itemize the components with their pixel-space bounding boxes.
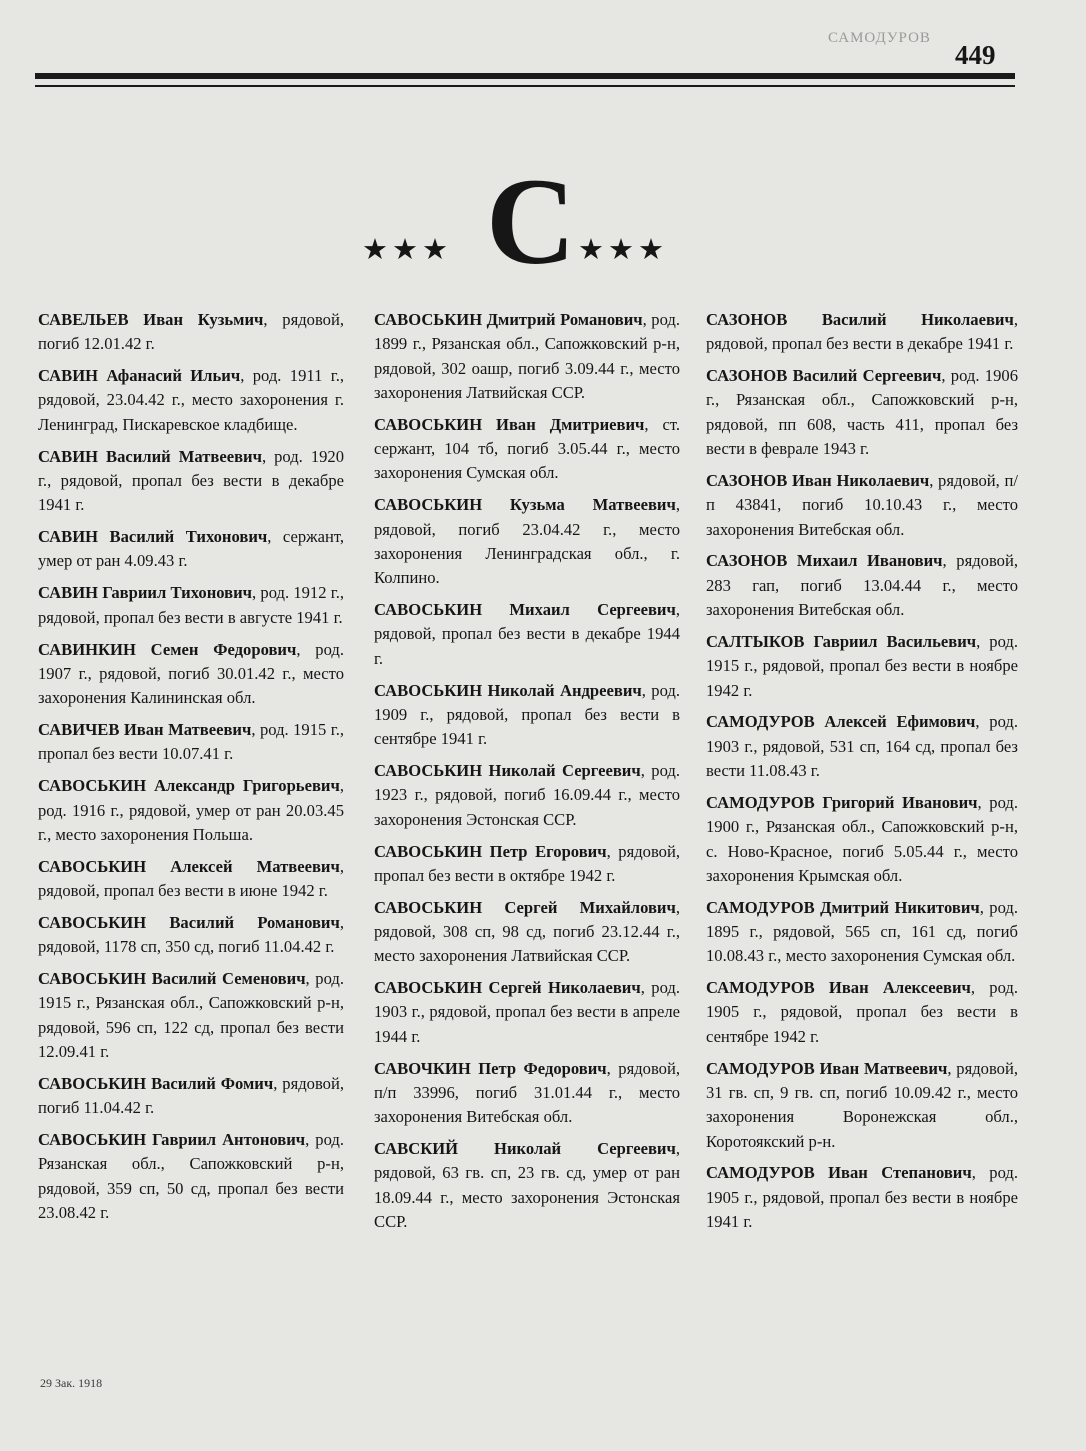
entry-name: САВОСЬКИН Алексей Матвеевич xyxy=(38,856,340,876)
entry xyxy=(38,1128,344,1225)
entry xyxy=(374,679,680,752)
header-rule-thin xyxy=(35,85,1015,87)
running-header-ghost: САМОДУРОВ xyxy=(828,30,931,46)
entry-name: САВОСЬКИН Василий Фомич xyxy=(38,1073,274,1093)
header-rule-thick xyxy=(35,73,1015,79)
entry-name: САВИН Гавриил Тихонович xyxy=(38,583,253,603)
entry-details: , рядовой, пропал без вести в декабре 1941 г. xyxy=(706,310,1018,354)
entry-name: САВОСЬКИН Александр Григорьевич xyxy=(38,776,340,796)
entry-details: , род. 1911 г., рядовой, 23.04.42 г., место захоронения г. Ленинград, Пискаревское кладбище. xyxy=(38,366,344,434)
entry xyxy=(374,413,680,486)
footer-signature-mark: 29 Зак. 1918 xyxy=(40,1376,103,1390)
entry xyxy=(38,638,344,711)
entry-name: САМОДУРОВ Алексей Ефимович xyxy=(706,712,976,732)
entry xyxy=(38,718,344,767)
entry-details: , рядовой, 1178 сп, 350 сд, погиб 11.04.42 г. xyxy=(38,912,344,957)
entry-details: , род. 1905 г., рядовой, пропал без вести в ноябре 1941 г. xyxy=(706,1163,1018,1232)
entry xyxy=(374,1137,680,1234)
entry-details: , рядовой, пропал без вести в декабре 1944 г. xyxy=(374,600,680,668)
entry xyxy=(38,308,344,357)
entry-name: САВОСЬКИН Гавриил Антонович xyxy=(38,1130,306,1150)
entry-details: , род. 1906 г., Рязанская обл., Сапожковский р-н, рядовой, пп 608, часть 411, пропал без вести в феврале 1943 г. xyxy=(706,366,1018,459)
entry-name: САЗОНОВ Михаил Иванович xyxy=(706,551,943,571)
entry-details: , род. 1900 г., Рязанская обл., Сапожковский р-н, с. Ново-Красное, погиб 5.05.44 г., место захоронения Крымская обл. xyxy=(706,792,1018,885)
entry xyxy=(38,1072,344,1121)
entry xyxy=(38,774,344,847)
entry-name: САЗОНОВ Василий Сергеевич xyxy=(706,366,942,386)
entry-name: САВОСЬКИН Михаил Сергеевич xyxy=(374,600,676,620)
entry-details: , рядовой, п/п 43841, погиб 10.10.43 г., место захоронения Витебская обл. xyxy=(706,470,1018,539)
entry-name: САВОЧКИН Петр Федорович xyxy=(374,1058,607,1078)
entry-details: , род. 1899 г., Рязанская обл., Сапожковский р-н, рядовой, 302 оашр, погиб 3.09.44 г., место захоронения Латвийская ССР. xyxy=(374,310,680,402)
entry-details: , ст. сержант, 104 тб, погиб 3.05.44 г., место захоронения Сумская обл. xyxy=(374,414,680,483)
entry-name: САВОСЬКИН Иван Дмитриевич xyxy=(374,414,645,434)
entry-details: , род. 1912 г., рядовой, пропал без вести в августе 1941 г. xyxy=(38,583,344,627)
entry-name: САВОСЬКИН Василий Романович xyxy=(38,912,340,932)
stars-right-ornament: ★★★ xyxy=(578,234,668,266)
entry-name: САВОСЬКИН Петр Егорович xyxy=(374,841,607,861)
entry xyxy=(374,493,680,590)
entry-details: , рядовой, п/п 33996, погиб 31.01.44 г., место захоронения Витебская обл. xyxy=(374,1058,680,1127)
entry-details: , род. 1923 г., рядовой, погиб 16.09.44 г., место захоронения Эстонская ССР. xyxy=(374,761,680,829)
entry-details: , рядовой, пропал без вести в октябре 1942 г. xyxy=(374,841,681,885)
page-number: 449 xyxy=(955,40,996,70)
entry xyxy=(706,364,1018,461)
entry xyxy=(38,445,344,518)
entry-name: САМОДУРОВ Григорий Иванович xyxy=(706,792,978,812)
stars-left-ornament: ★★★ xyxy=(362,234,452,266)
entry-details: , род. 1915 г., Рязанская обл., Сапожковский р-н, рядовой, 596 сп, 122 сд, пропал без вести 12.09.41 г. xyxy=(38,969,344,1061)
entry-name: САЗОНОВ Василий Николаевич xyxy=(706,310,1014,329)
entry-name: САЗОНОВ Иван Николаевич xyxy=(706,470,930,490)
entry-name: САВИН Василий Тихонович xyxy=(38,527,268,547)
entry-name: САМОДУРОВ Дмитрий Никитович xyxy=(706,897,980,917)
entry-name: САВОСЬКИН Василий Семенович xyxy=(38,969,306,989)
entry-name: САВОСЬКИН Кузьма Матвеевич xyxy=(374,495,676,515)
entry-details: , рядовой, 308 сп, 98 сд, погиб 23.12.44 г., место захоронения Латвийская ССР. xyxy=(374,897,680,966)
entry-name: САМОДУРОВ Иван Алексеевич xyxy=(706,978,971,998)
entry-details: , род. 1915 г., рядовой, пропал без вести в ноябре 1942 г. xyxy=(706,631,1018,700)
entry xyxy=(706,976,1018,1049)
entry xyxy=(374,598,680,671)
entry xyxy=(706,549,1018,622)
entry xyxy=(38,967,344,1064)
entry xyxy=(706,630,1018,703)
entry xyxy=(374,1057,680,1130)
entry-details: , род. 1915 г., пропал без вести 10.07.41 г. xyxy=(38,720,344,764)
entry-name: САВОСЬКИН Николай Сергеевич xyxy=(374,761,641,781)
entry-name: САВЕЛЬЕВ Иван Кузьмич xyxy=(38,310,264,329)
entry-name: САВСКИЙ Николай Сергеевич xyxy=(374,1139,676,1159)
entry xyxy=(374,976,680,1049)
entry-name: САМОДУРОВ Иван Степанович xyxy=(706,1163,972,1183)
entry-name: САВИНКИН Семен Федорович xyxy=(38,639,297,659)
entry xyxy=(38,581,344,630)
entry xyxy=(38,525,344,574)
column-3 xyxy=(706,308,1018,1242)
entry xyxy=(38,364,344,437)
entry xyxy=(706,791,1018,888)
entry xyxy=(374,840,680,889)
entry-name: САВИЧЕВ Иван Матвеевич xyxy=(38,720,252,740)
entry xyxy=(706,710,1018,783)
entry-details: , род. 1903 г., рядовой, пропал без вести в апреле 1944 г. xyxy=(374,978,680,1046)
entry-details: , род. 1905 г., рядовой, пропал без вести в сентябре 1942 г. xyxy=(706,978,1018,1046)
entry-name: САВОСЬКИН Николай Андреевич xyxy=(374,680,642,700)
entry xyxy=(706,308,1018,357)
entry-details: , род. 1907 г., рядовой, погиб 30.01.42 г., место захоронения Калининская обл. xyxy=(38,639,344,708)
entry-details: , род. 1916 г., рядовой, умер от ран 20.03.45 г., место захоронения Польша. xyxy=(38,776,344,844)
entry-name: САВОСЬКИН Дмитрий Романович xyxy=(374,310,643,329)
entry-name: САЛТЫКОВ Гавриил Васильевич xyxy=(706,631,977,651)
entry-details: , род. 1909 г., рядовой, пропал без вести в сентябре 1941 г. xyxy=(374,680,680,749)
entry xyxy=(706,1057,1018,1154)
entry-details: , рядовой, погиб 12.01.42 г. xyxy=(38,310,345,354)
column-2 xyxy=(374,308,680,1242)
entry xyxy=(706,1161,1018,1234)
entry-details: , род. 1903 г., рядовой, 531 сп, 164 сд, пропал без вести 11.08.43 г. xyxy=(706,712,1018,781)
entry-details: , рядовой, погиб 11.04.42 г. xyxy=(38,1073,344,1118)
entry xyxy=(374,759,680,832)
entry xyxy=(374,896,680,969)
entry-details: , рядовой, погиб 23.04.42 г., место захоронения Ленинградская обл., г. Колпино. xyxy=(374,495,680,588)
entry-details: , род. Рязанская обл., Сапожковский р-н, рядовой, 359 сп, 50 сд, пропал без вести 23.08.42 г. xyxy=(38,1130,344,1222)
entry-name: САВИН Василий Матвеевич xyxy=(38,446,262,466)
entry-name: САМОДУРОВ Иван Матвеевич xyxy=(706,1058,948,1078)
entry xyxy=(374,308,680,405)
entry-name: САВИН Афанасий Ильич xyxy=(38,366,241,386)
entry-details: , род. 1920 г., рядовой, пропал без вести в декабре 1941 г. xyxy=(38,446,345,515)
entry-name: САВОСЬКИН Сергей Михайлович xyxy=(374,897,676,917)
entry-details: , рядовой, пропал без вести в июне 1942 г. xyxy=(38,856,344,900)
entry xyxy=(38,911,344,960)
column-1 xyxy=(38,308,344,1233)
entry-details: , сержант, умер от ран 4.09.43 г. xyxy=(38,527,345,571)
entry-details: , род. 1895 г., рядовой, 565 сп, 161 сд, погиб 10.08.43 г., место захоронения Сумская обл. xyxy=(706,897,1018,966)
entry-details: , рядовой, 31 гв. сп, 9 гв. сп, погиб 10.09.42 г., место захоронения Воронежская обл., Коротоякский р-н. xyxy=(706,1058,1018,1151)
entry-name: САВОСЬКИН Сергей Николаевич xyxy=(374,978,641,998)
entry-details: , рядовой, 63 гв. сп, 23 гв. сд, умер от ран 18.09.44 г., место захоронения Эстонская ССР. xyxy=(374,1139,680,1232)
section-letter: С xyxy=(486,153,574,290)
entry-details: , рядовой, 283 гап, погиб 13.04.44 г., место захоронения Витебская обл. xyxy=(706,551,1018,620)
entry xyxy=(38,855,344,904)
entry xyxy=(706,896,1018,969)
entry xyxy=(706,469,1018,542)
